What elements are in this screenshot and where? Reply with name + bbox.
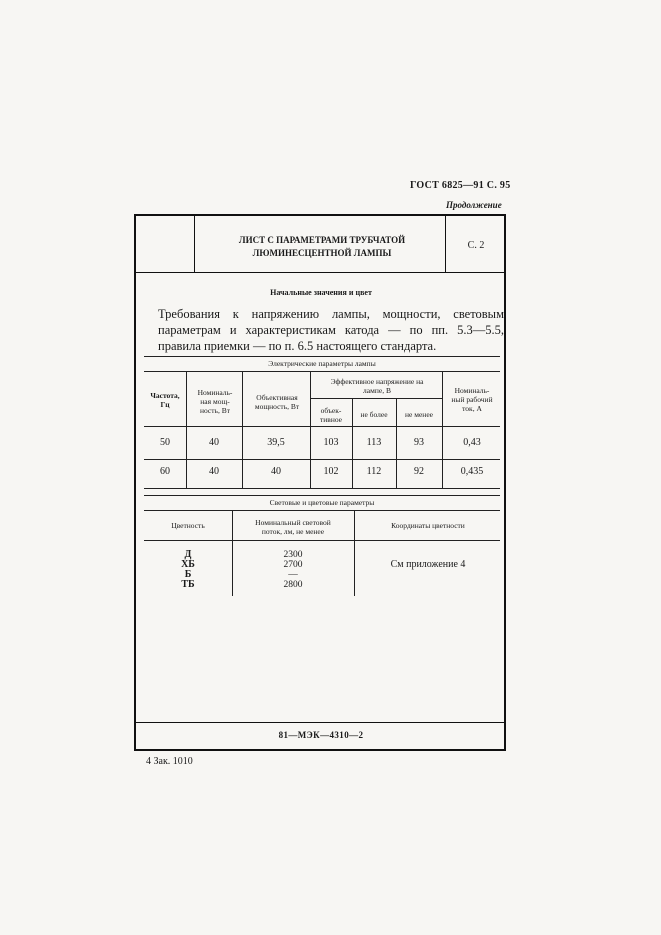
sheet-title-line-2: ЛЮМИНЕСЦЕНТНОЙ ЛАМПЫ <box>252 248 392 258</box>
header-effective-voltage: Эффективное напряжение на лампе, В <box>330 377 424 395</box>
sheet-title-line-1: ЛИСТ С ПАРАМЕТРАМИ ТРУБЧАТОЙ <box>238 235 406 245</box>
coordinates-value: См приложение 4 <box>390 559 466 570</box>
light-caption: Световые и цветовые параметры <box>269 498 375 507</box>
sheet-title <box>198 234 446 260</box>
continuation-label: Продолжение <box>446 200 502 210</box>
header-color: Цветность <box>171 521 205 530</box>
header-voltage-objective: объек- тивное <box>319 406 343 424</box>
header-voltage-max: не более <box>360 410 388 419</box>
sheet-frame: ЛИСТ С ПАРАМЕТРАМИ ТРУБЧАТОЙ ЛЮМИНЕСЦЕНТНОЙ ЛАМПЫ С. 2 Начальные значения и цвет Требования к напряжению лампы, мощности, световым параметрам и характеристикам катода — по пп. 5.3—5.5, правила приемки — по п. 6.5 настоящего стандарта. Электрические параметры лампы Частота, Гц Номиналь- ная мощ- ность, Вт Объективная мощность, Вт Эффективное напряжение на лампе, В объек- тивное не более не менее Номиналь- ный рабочий ток, А 50 40 39,5 103 113 93 0,43 60 40 40 102 112 92 0,435 Световые и цветовые параметры Цветность Номинальный световой поток, лм, не менее Координаты цветности Д ХБ Б ТБ 2300 2700 — 2800 См приложение 4 81—МЭК—4310—2 <box>134 214 506 751</box>
header-nominal-power: Номиналь- ная мощ- ность, Вт <box>197 388 233 415</box>
header-flux: Номинальный световой поток, лм, не менее <box>255 518 331 536</box>
section-title: Начальные значения и цвет <box>270 288 372 297</box>
sheet-page-number: С. 2 <box>467 240 485 251</box>
title-divider-left <box>194 216 195 272</box>
header-voltage-min: не менее <box>405 410 433 419</box>
print-order-number: 4 Зак. 1010 <box>146 756 193 767</box>
title-bottom-rule <box>136 272 504 273</box>
header-current: Номиналь- ный рабочий ток, А <box>451 386 493 413</box>
document-standard-number: ГОСТ 6825—91 С. 95 <box>410 180 511 191</box>
color-list: Д ХБ Б ТБ <box>181 549 195 590</box>
header-objective-power: Объективная мощность, Вт <box>254 393 300 411</box>
header-frequency: Частота, Гц <box>150 391 180 409</box>
bottom-rule <box>136 722 504 723</box>
sheet-code: 81—МЭК—4310—2 <box>278 730 364 740</box>
electrical-caption: Электрические параметры лампы <box>268 359 376 368</box>
flux-list: 2300 2700 — 2800 <box>283 550 303 590</box>
header-coordinates: Координаты цветности <box>391 521 465 530</box>
requirements-paragraph: Требования к напряжению лампы, мощности, световым параметрам и характеристикам катода — по пп. 5.3—5.5, правила приемки — по п. 6.5 настоящего стандарта. <box>158 307 504 353</box>
